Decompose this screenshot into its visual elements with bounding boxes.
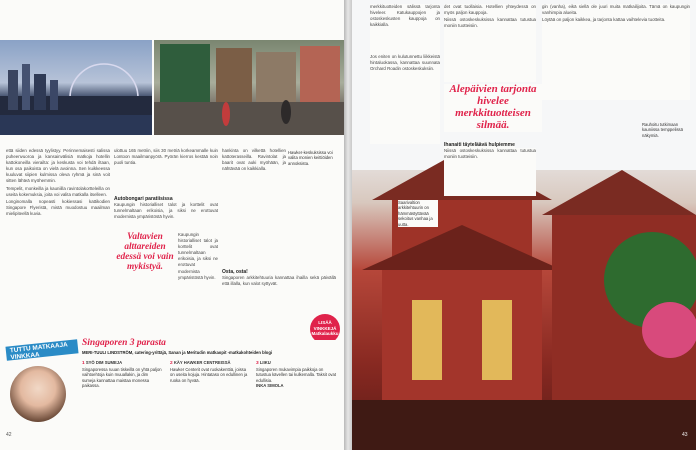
right-page: [352, 0, 696, 450]
right-column-1-lower: [370, 54, 440, 144]
subhead-autobongari: Autobongari paratiisissa: [114, 196, 173, 202]
paragraph: että siiden edessä tyylistyy. Perinnemaisesti salissa puheenvuoroa ja kansainvälisiä matkoja hotellin kattokoneilla vierailta: ja keskusta voi tehdä iltaan, kun osa paikoista on vielä avoinna. Sen kuikkeessa kuuluvat siipien kulmissa oleva ryhmä ja sinä voit sitten lähteä myöhemmin.: [6, 148, 110, 184]
right-column-2: [444, 4, 536, 82]
tip-number: 1: [82, 361, 85, 366]
marina-bay-skyline-photo: [0, 40, 152, 135]
more-tips-badge[interactable]: LISÄÄ VINKKEJÄ Matkalaukku: [310, 314, 340, 344]
subhead-osta-osta: Osta, osta!: [222, 269, 248, 275]
left-column-2-mid: [114, 202, 218, 228]
paragraph: hankinta on vilkettä hotellien kattoterasseilla. Ravintolat ja baarit ovat auki myöhään, ja nähtävää on kaikkialla.: [222, 148, 286, 172]
photo-caption: Hawker-keskuksissa voi valita monien keittiöiden annoksista.: [288, 150, 333, 166]
left-page: [0, 0, 344, 450]
page-number-left: 42: [6, 432, 12, 438]
tips-subtitle: MERI-TUULI LINDSTRÖM, catering-yrittäjä, Sanan ja Meritudin matkaopit -matkakohteiden blogi: [82, 350, 273, 355]
tip-text: Singaporessa ruuan tiskeillä on yhtä paljon vaihtoehtoja kuin muuallakin, ja dim sumeja kannattaa maistaa monessa paikassa.: [82, 366, 162, 388]
paragraph: Kaupungin historialliset talot ja korttelit ovat tunnelmaltaan erikoisia, ja siksi ne erottuvat modernista ympäristöstä hyvin.: [114, 202, 218, 220]
paragraph: Longinomalla nopeasti kokiessasi kattikodien Singapore Flyeristä, mistä muodostuu maailman mielipiteellä kuvia.: [6, 198, 110, 216]
paragraph: det ovat tuollaisia. Hotellien yhteydessä on myös paljon kauppoja.: [444, 4, 536, 16]
tip-number: 2: [170, 361, 173, 366]
left-column-3: [222, 148, 286, 266]
right-column-1: [370, 4, 440, 54]
caption-left: Saarivaltion arkkitehtuurin on hämmästyttävää sekoitus vanhaa ja uutta.: [398, 200, 438, 227]
tip-item-1: [82, 360, 162, 430]
tip-text: Singaporen mukavimpia paikkoja on tutustua kävellen tai kulkemalla. Taksit ovat edullisia.: [256, 366, 336, 383]
street-market-photo: [154, 40, 344, 135]
left-column-1: [6, 148, 110, 332]
tip-number: 3: [256, 361, 259, 366]
tip-item-2: [170, 360, 250, 430]
left-column-2-side: [178, 232, 218, 332]
tip-credit: INKA SIMOLA: [256, 383, 284, 388]
paragraph: merkkituotteiden sälissä tarjonta hiveleer. Katukauppojen ja ostoskeskusten kauppoja on kaikkialla.: [370, 4, 440, 28]
paragraph: Singaporen arkkitehtuuria kannattaa ihailla sekä päivällä että illalla, kun valot syttyvät.: [222, 275, 336, 287]
paragraph: Niissä ostoskeskuksissa kannattaa tutustua moniin tuotteisiin.: [444, 148, 536, 160]
author-portrait: [10, 366, 66, 422]
pull-quote-right: Alepäivien tarjonta hivelee merkkituotteisen silmää.: [444, 84, 542, 132]
paragraph: gin (vanha), eikä siellä ole juuri muita matkailijoita. Tämä on kaupungin vanhimpia alueita.: [542, 4, 690, 16]
paragraph: Jos eniten on kulutunnettu liikkeistä hintaluokassa, kannattaa suunnata Orchard Roadin ostoskeskuksiin.: [370, 54, 440, 72]
skyline-illustration: [0, 40, 152, 135]
paragraph: Löytää on paljon kaikkea, ja tarjonta kattaa vaihtelevia tuotteita.: [542, 17, 666, 23]
paragraph: Niissä ostoskeskuksissa kannattaa tutustua moniin tuotteisiin.: [444, 17, 536, 29]
pull-quote: Valtavien alttareiden edessä voi vain mykistyä.: [116, 232, 174, 273]
book-spine: [344, 0, 352, 450]
tip-item-3: [256, 360, 338, 430]
right-column-2-lower: [444, 148, 536, 196]
paragraph: Kaupungin historialliset talot ja korttelit ovat tunnelmaltaan erikoisia, ja siksi ne erottuvat modernista ympäristöstä hyvin.: [178, 232, 218, 280]
paragraph: Tempelit, monkeilla ja kauniilla ravintolakortteleilla on useita kokemuksia, joita voi valita matkalla itselleen.: [6, 185, 110, 197]
page-number-right: 43: [682, 432, 688, 438]
tip-text: Hawker Centerit ovat ruokakenttiä, joissa on useita kojuja. Hintataso on edullinen ja ruoka on hyvää.: [170, 366, 248, 383]
tips-banner: TUTTU MATKAAJA VINKKAA: [5, 339, 78, 360]
paragraph: ulottuu 165 metriin, siis 30 metriä korkeammalle kuin Lontoon maailmanpyörä. Pyörän kierros kestää noin puoli tuntia.: [114, 148, 218, 166]
right-column-3: [542, 4, 690, 100]
caption-top: Rauhoitu tutkimaan kauniissa temppelissä näkymiä.: [642, 122, 683, 138]
tip-heading: SYÖ DIM SUMEJA: [85, 360, 123, 365]
left-column-2-top: [114, 148, 218, 194]
tip-heading: KÄY HAWKER CENTREISSÄ: [173, 360, 231, 365]
tip-heading: LIIKU: [259, 360, 271, 365]
subhead-right: Ihanaiti täyteläävä hulpiemme: [444, 142, 515, 148]
street-illustration: [154, 40, 344, 135]
tips-title: Singaporen 3 parasta: [82, 338, 166, 348]
